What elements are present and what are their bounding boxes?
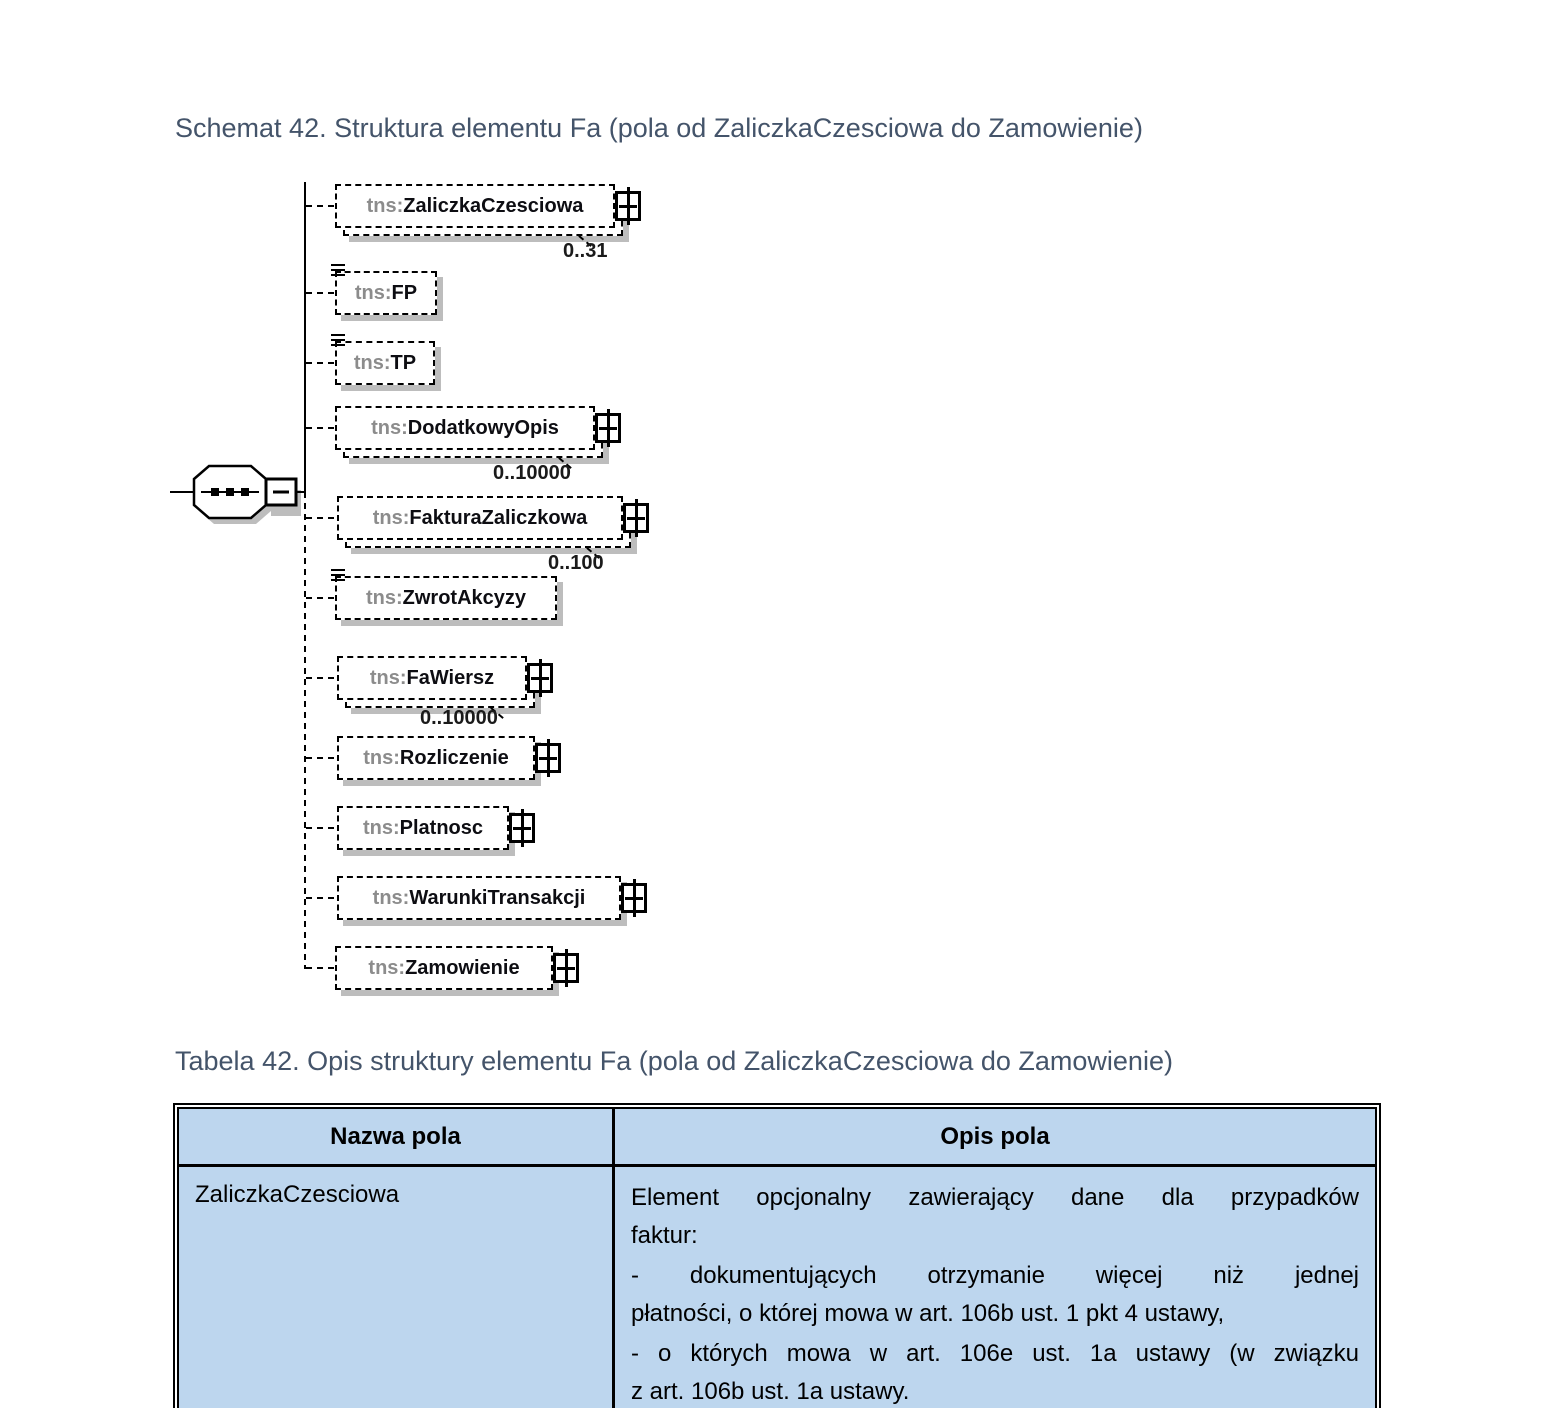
expand-icon bbox=[623, 503, 649, 533]
expand-icon bbox=[553, 953, 579, 983]
xsd-element-platnosc: tns: Platnosc bbox=[337, 806, 509, 850]
schema-caption: Schemat 42. Struktura elementu Fa (pola od ZaliczkaCzesciowa do Zamowienie) bbox=[175, 113, 1143, 143]
field-description-cell bbox=[615, 1167, 1375, 1408]
tree-connector bbox=[306, 597, 336, 599]
text-content-icon bbox=[331, 569, 345, 581]
tree-connector bbox=[306, 362, 336, 364]
expand-icon bbox=[615, 191, 641, 221]
tree-connector bbox=[306, 292, 336, 294]
tree-connector bbox=[306, 517, 336, 519]
table-header-nazwa-pola: Nazwa pola bbox=[179, 1109, 615, 1167]
expand-icon bbox=[527, 663, 553, 693]
description-line: faktur: bbox=[631, 1221, 698, 1249]
table-header-opis-pola: Opis pola bbox=[615, 1109, 1375, 1167]
tree-connector bbox=[306, 827, 336, 829]
tree-trunk-solid bbox=[304, 182, 306, 492]
sequence-icon bbox=[170, 462, 310, 530]
expand-icon bbox=[509, 813, 535, 843]
xsd-element-dodatkowyopis: tns: DodatkowyOpis bbox=[335, 406, 595, 450]
cardinality-label: 0..10000 bbox=[420, 707, 498, 729]
tree-connector bbox=[306, 967, 336, 969]
description-line: płatności, o której mowa w art. 106b ust. 1 pkt 4 ustawy, bbox=[631, 1299, 1225, 1327]
text-content-icon bbox=[331, 334, 345, 346]
xsd-element-warunkitransakcji: tns: WarunkiTransakcji bbox=[337, 876, 621, 920]
field-name-cell: ZaliczkaCzesciowa bbox=[179, 1167, 615, 1408]
tree-connector bbox=[306, 427, 336, 429]
table-caption: Tabela 42. Opis struktury elementu Fa (pola od ZaliczkaCzesciowa do Zamowienie) bbox=[175, 1046, 1173, 1076]
expand-icon bbox=[595, 413, 621, 443]
description-line: - dokumentujących otrzymanie więcej niż jednej bbox=[631, 1262, 1359, 1289]
xsd-element-fawiersz: tns: FaWiersz bbox=[337, 656, 527, 700]
tree-connector bbox=[306, 677, 336, 679]
tree-connector bbox=[306, 897, 336, 899]
expand-icon bbox=[621, 883, 647, 913]
xsd-element-zaliczkaczesciowa: tns: ZaliczkaCzesciowa bbox=[335, 184, 615, 228]
xsd-element-zwrotakcyzy: tns: ZwrotAkcyzy bbox=[335, 576, 557, 620]
description-line: z art. 106b ust. 1a ustawy. bbox=[631, 1377, 910, 1405]
xsd-element-tp: tns: TP bbox=[335, 341, 435, 385]
expand-icon bbox=[535, 743, 561, 773]
description-line: - o których mowa w art. 106e ust. 1a ustawy (w związku bbox=[631, 1340, 1359, 1367]
description-line: Element opcjonalny zawierający dane dla przypadków bbox=[631, 1184, 1359, 1211]
table-row bbox=[179, 1167, 1375, 1408]
xsd-element-fp: tns: FP bbox=[335, 271, 437, 315]
xsd-element-zamowienie: tns: Zamowienie bbox=[335, 946, 553, 990]
cardinality-label: 0..100 bbox=[548, 552, 604, 574]
field-description-table bbox=[177, 1107, 1377, 1408]
cardinality-label: 0..10000 bbox=[493, 462, 571, 484]
tree-connector bbox=[306, 757, 336, 759]
table-header-row bbox=[179, 1109, 1375, 1167]
text-content-icon bbox=[331, 264, 345, 276]
xsd-element-rozliczenie: tns: Rozliczenie bbox=[337, 736, 535, 780]
xsd-element-fakturazaliczkowa: tns: FakturaZaliczkowa bbox=[337, 496, 623, 540]
tree-connector bbox=[306, 205, 336, 207]
cardinality-label: 0..31 bbox=[563, 240, 608, 262]
